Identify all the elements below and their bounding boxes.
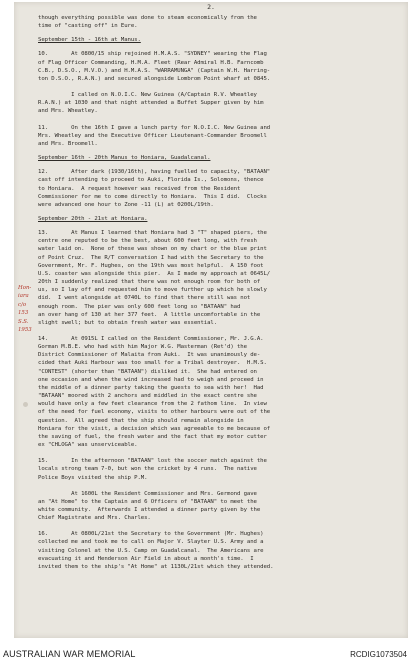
text-line: an "At Home" to the Captain and 6 Officers of "BATAAN" to meet the bbox=[38, 498, 257, 505]
text-line: of the need for fuel economy, visits to other harbours were out of the bbox=[38, 409, 271, 416]
text-line: water laid on. None of these was shown on my chart or the blue print bbox=[38, 246, 267, 253]
text-line: 15. In the afternoon "BATAAN" lost the soccer match against the bbox=[38, 458, 267, 465]
text-line: I called on N.O.I.C. New Guinea (A/Captain R.V. Wheatley bbox=[38, 92, 257, 99]
margin-note-line: iara bbox=[18, 293, 29, 300]
page-number: 2. bbox=[207, 3, 215, 11]
text-line: Honiara for the visit, a decision which was agreeable to me because of bbox=[38, 425, 271, 432]
text-line: evacuating it and Henderson Air Field in about a month's time. I bbox=[38, 555, 254, 562]
text-line: 16. At 0800L/21st the Secretary to the Government (Mr. Hughes) bbox=[38, 531, 264, 538]
text-line: collected me and took me to call on Major V. Slayter U.S. Army and a bbox=[38, 539, 264, 546]
archive-footer bbox=[0, 640, 411, 666]
text-line: though everything possible was done to steam economically from the bbox=[38, 15, 257, 21]
text-line: At 1600L the Resident Commissioner and Mrs. Germond gave bbox=[38, 490, 257, 497]
text-line: to Honiara. A request however was received from the Resident bbox=[38, 185, 241, 192]
margin-note-line: 153 bbox=[18, 310, 29, 317]
text-line: one occasion and when the wind increased had to weigh and proceed in bbox=[38, 376, 264, 383]
text-line: "CONTEST" (shorter than "BATAAN") disliked it. She had entered on bbox=[38, 368, 257, 375]
paragraph-spacer bbox=[38, 116, 396, 124]
margin-note-line: 1953 bbox=[18, 327, 32, 334]
text-line: 11. On the 16th I gave a lunch party for N.O.I.C. New Guinea and bbox=[38, 124, 271, 131]
document-body bbox=[38, 14, 396, 571]
text-line: white community. Afterwards I attended a dinner party given by the bbox=[38, 506, 261, 513]
text-line: Mrs. Wheatley and the Executive Officer Lieutenant-Commander Broomell bbox=[38, 132, 267, 139]
text-line: "BATAAN" moored with 2 anchors and middled in the exact centre she bbox=[38, 393, 257, 400]
text-line: us, so I lay off and requested him to move further up which he slowly bbox=[38, 287, 267, 294]
margin-note-line: c/o bbox=[18, 301, 27, 308]
text-line: ex "CHLOGA" was unserviceable. bbox=[38, 442, 138, 449]
text-line: cast off intending to proceed to Auki, Florida Is., Solomons, thence bbox=[38, 177, 264, 184]
text-line: Government, Mr. F. Hughes, on the 19th was most helpful. A 150 foot bbox=[38, 262, 264, 269]
text-line: locals strong team 7-0, but won the cricket by 4 runs. The native bbox=[38, 466, 257, 473]
section-heading: September 15th - 16th at Manus. bbox=[38, 37, 141, 44]
text-line: were advanced one hour to Zone -11 (L) at 0200L/19th. bbox=[38, 201, 214, 208]
text-line: question. All agreed that the ship should remain alongside in bbox=[38, 417, 244, 424]
text-line: ton D.S.O., R.A.N.) and secured alongside Lombrom Point wharf at 0845. bbox=[38, 75, 271, 82]
text-line: did. I went alongside at 0740L to find that there still was not bbox=[38, 295, 251, 302]
text-line: an over hang of 130 at her 377 feet. A little uncomfortable in the bbox=[38, 311, 261, 318]
text-line: would have only a few feet clearance from the 2 fathom line. In view bbox=[38, 401, 267, 408]
document-reference-id: RCDIG1073504 bbox=[350, 650, 407, 659]
text-line: Police Boys visited the ship P.M. bbox=[38, 474, 148, 481]
section-heading: September 16th - 20th Manus to Honiara, Guadalcanal. bbox=[38, 155, 211, 162]
text-line: Commissioner for me to come directly to Honiara. This I did. Clocks bbox=[38, 193, 267, 200]
archive-credit: AUSTRALIAN WAR MEMORIAL bbox=[3, 649, 136, 659]
paragraph-spacer bbox=[38, 83, 396, 91]
text-line: of Flag Officer Commanding, H.M.A. Fleet (Rear Admiral H.B. Farncomb bbox=[38, 59, 264, 66]
text-line: 12. After dark (1930/16th), having fuelled to capacity, "BATAAN" bbox=[38, 169, 271, 176]
text-line: visiting Colonel at the U.S. Camp on Guadalcanal. The Americans are bbox=[38, 547, 264, 554]
margin-note-line: S.S. bbox=[18, 318, 29, 325]
text-line: slight swell; but to obtain fresh water was essential. bbox=[38, 319, 218, 326]
text-line: the middle of a dinner party taking the guests to sea with her! Had bbox=[38, 384, 264, 391]
text-line: cided that Auki Harbour was too small for a Tribal destroyer. H.M.S. bbox=[38, 360, 267, 367]
text-line: and Mrs. Broomell. bbox=[38, 140, 98, 147]
paragraph-spacer bbox=[38, 482, 396, 490]
text-line: C.B., D.S.O., M.V.O.) and H.M.A.S. "WARRAMUNGA" (Captain W.H. Harring- bbox=[38, 67, 271, 74]
text-line: centre one reputed to be the best, about 600 feet long, with fresh bbox=[38, 238, 257, 245]
paragraph-spacer bbox=[38, 449, 396, 457]
section-heading: September 20th - 21st at Honiara. bbox=[38, 215, 148, 222]
paragraph-spacer bbox=[38, 327, 396, 335]
text-line: 10. At 0800/15 ship rejoined H.M.A.S. "SYDNEY" wearing the Flag bbox=[38, 51, 267, 58]
text-line: 20th I suddenly realized that there was not enough room for both of bbox=[38, 279, 261, 286]
text-line: the saving of fuel, the fresh water and the fact that my motor cutter bbox=[38, 433, 267, 440]
text-line: 13. At Manus I learned that Honiara had 3 "T" shaped piers, the bbox=[38, 230, 267, 237]
margin-note-line: Hon- bbox=[18, 285, 32, 291]
text-line: time of "casting off" in Eure. bbox=[38, 23, 138, 30]
punch-hole bbox=[23, 402, 28, 407]
text-line: invited them to the ship's "At Home" at 1130L/21st which they attended. bbox=[38, 563, 274, 570]
document-page bbox=[14, 2, 408, 638]
text-line: Chief Magistrate and Mrs. Charles. bbox=[38, 515, 151, 522]
text-line: 14. At 0915L I called on the Resident Commissioner, Mr. J.G.A. bbox=[38, 336, 264, 342]
handwritten-margin-note bbox=[18, 284, 44, 334]
paragraph-spacer bbox=[38, 522, 396, 530]
text-line: U.S. coaster was alongside this pier. As I made my approach at 0645L/ bbox=[38, 270, 271, 277]
text-line: Gorman M.B.E. who had with him Major W.G. Masterman (Ret'd) the bbox=[38, 344, 247, 351]
text-line: of Point Cruz. The R/T conversation I had with the Secretary to the bbox=[38, 254, 264, 261]
text-line: District Commissioner of Malaita from Auki. It was unanimously de- bbox=[38, 352, 261, 359]
text-line: and Mrs. Wheatley. bbox=[38, 108, 98, 115]
text-line: R.A.N.) at 1030 and that night attended a Buffet Supper given by him bbox=[38, 100, 264, 107]
text-line: enough room. The pier was only 600 feet long so "BATAAN" had bbox=[38, 303, 241, 310]
